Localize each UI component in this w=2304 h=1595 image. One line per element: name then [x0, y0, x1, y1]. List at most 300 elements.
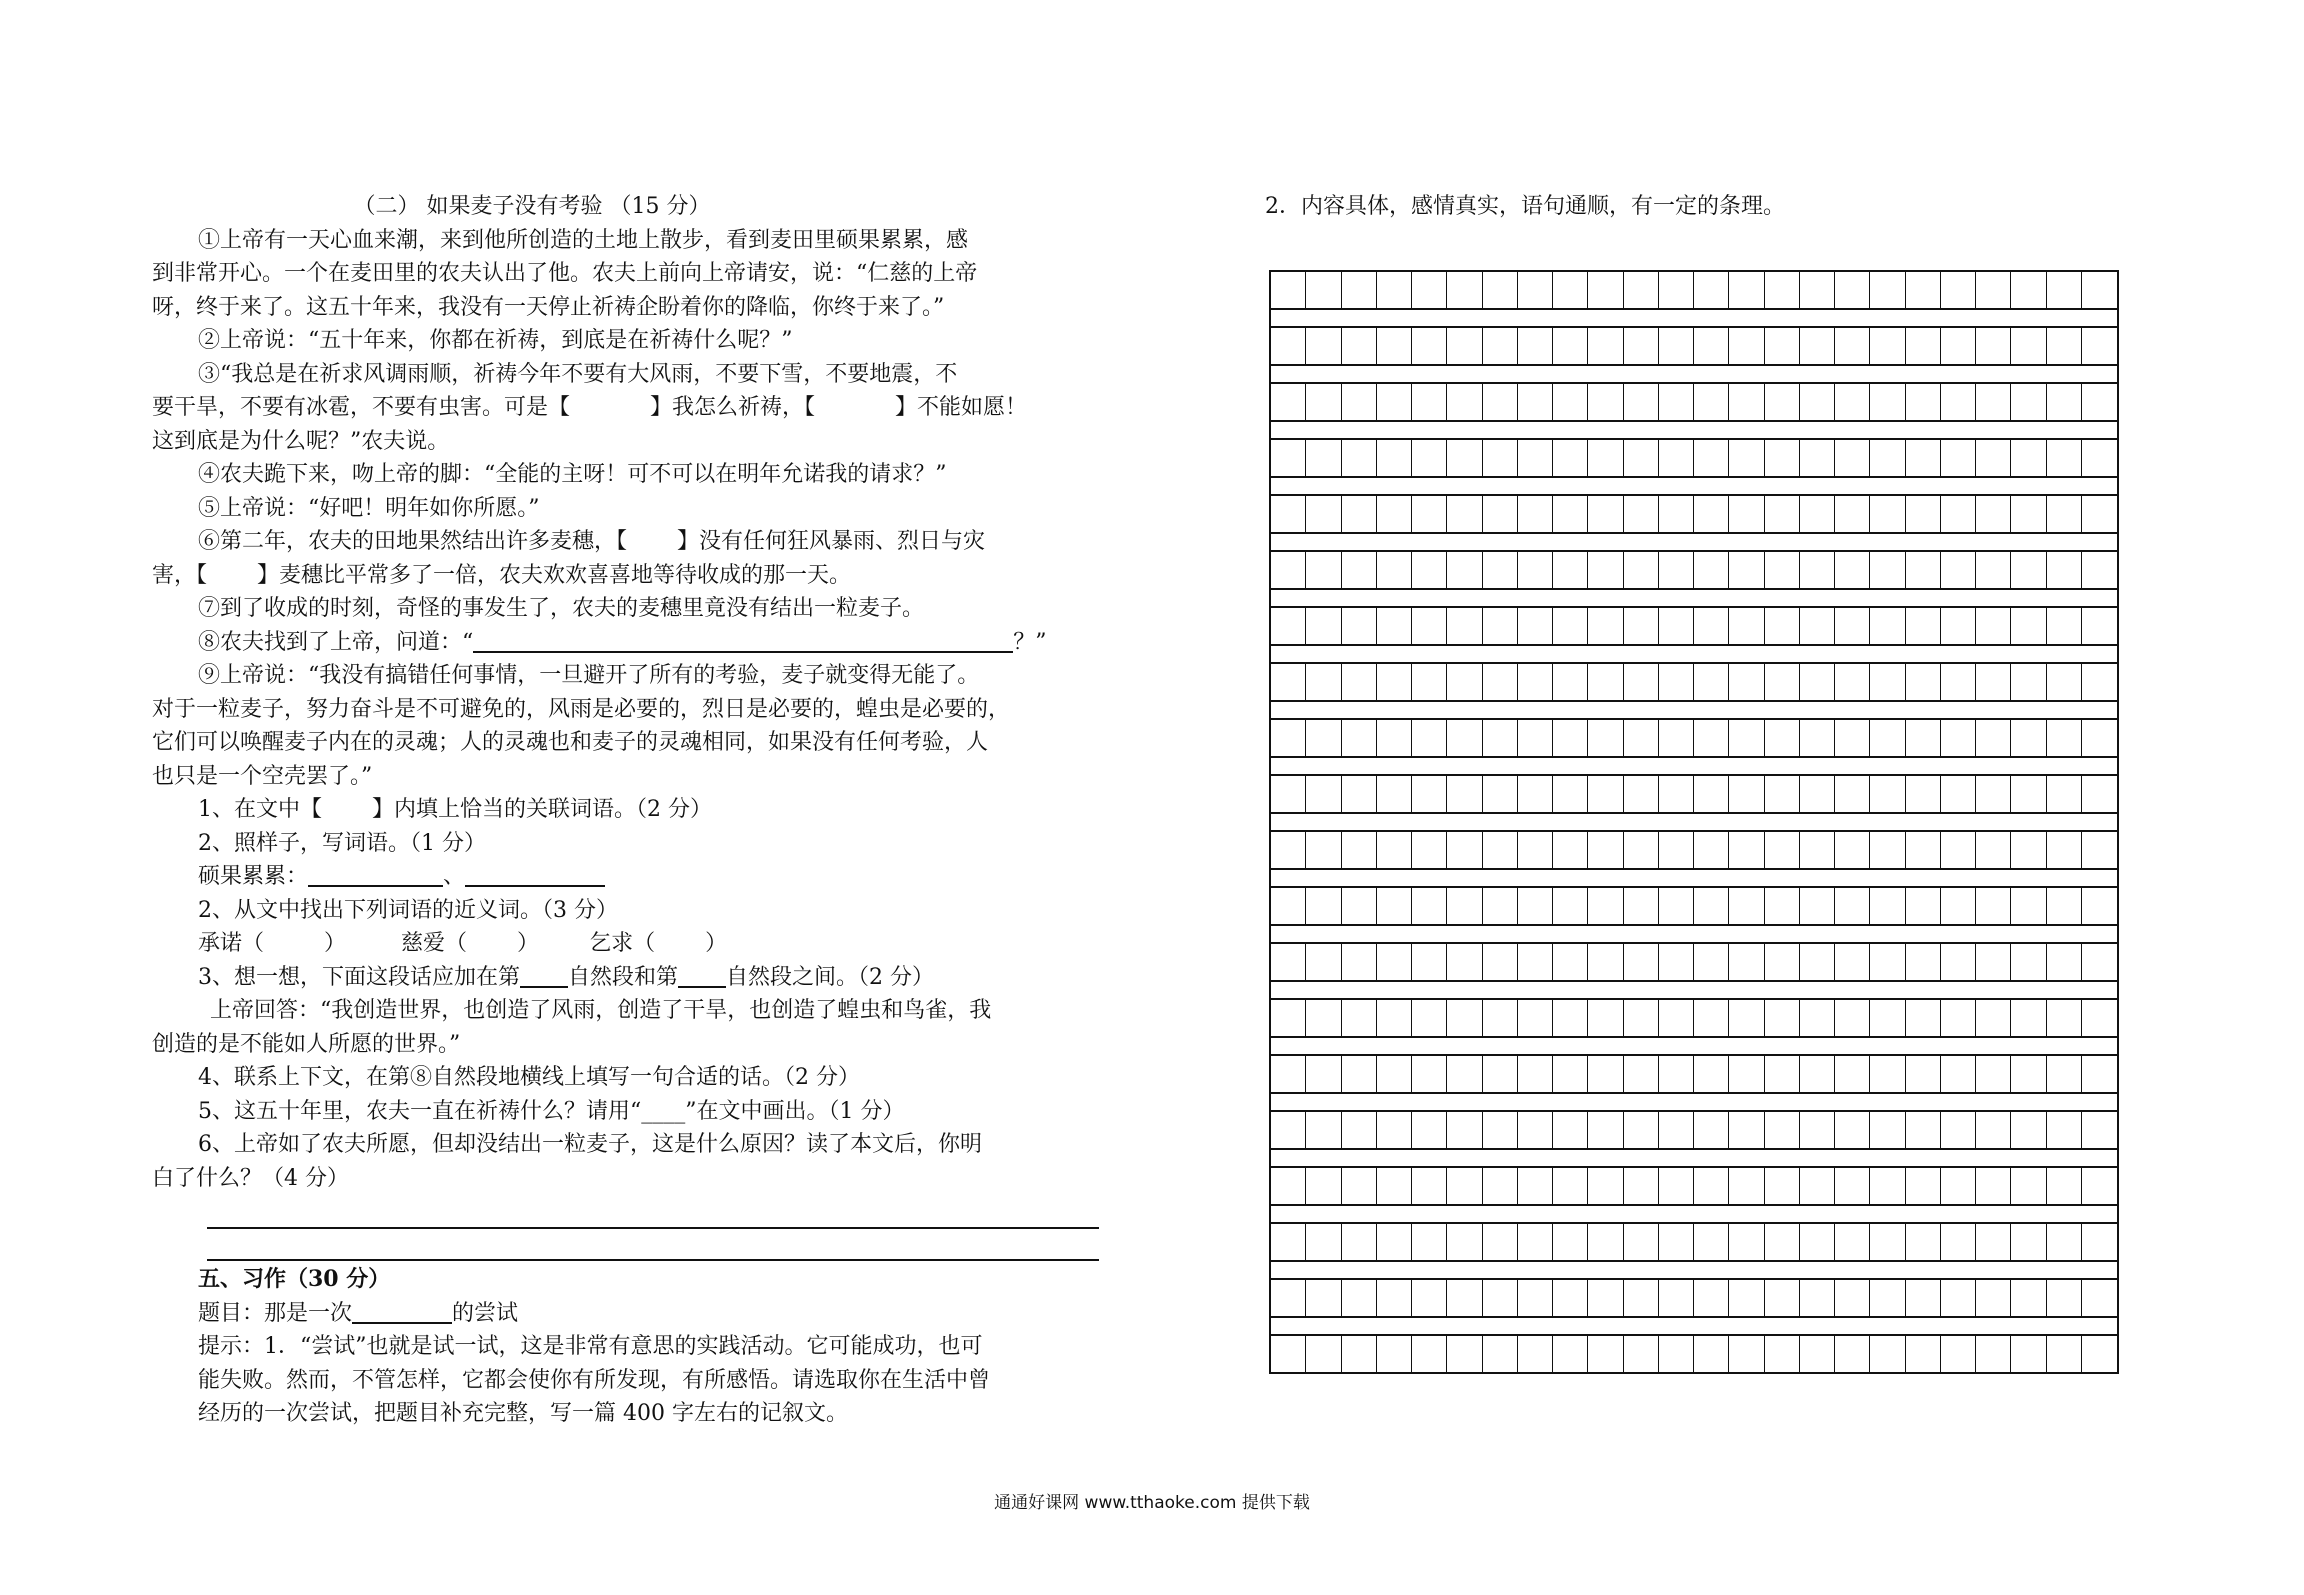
grid-cell[interactable]: [1518, 1168, 1553, 1204]
grid-cell[interactable]: [1800, 1168, 1835, 1204]
grid-cell[interactable]: [1870, 720, 1905, 756]
grid-cell[interactable]: [1870, 1224, 1905, 1260]
grid-cell[interactable]: [2047, 944, 2082, 980]
grid-cell[interactable]: [1447, 1056, 1482, 1092]
grid-cell[interactable]: [1659, 664, 1694, 700]
grid-cell[interactable]: [1624, 888, 1659, 924]
grid-cell[interactable]: [1800, 1000, 1835, 1036]
grid-cell[interactable]: [1659, 1112, 1694, 1148]
grid-cell[interactable]: [1588, 1280, 1623, 1316]
grid-cell[interactable]: [1447, 440, 1482, 476]
grid-cell[interactable]: [1553, 496, 1588, 532]
grid-cell[interactable]: [1765, 440, 1800, 476]
grid-cell[interactable]: [1976, 496, 2011, 532]
grid-cell[interactable]: [1553, 664, 1588, 700]
grid-cell[interactable]: [1483, 1056, 1518, 1092]
grid-cell[interactable]: [1306, 1224, 1341, 1260]
grid-cell[interactable]: [1518, 1000, 1553, 1036]
grid-cell[interactable]: [1729, 1000, 1764, 1036]
grid-cell[interactable]: [1870, 440, 1905, 476]
grid-cell[interactable]: [1976, 440, 2011, 476]
grid-cell[interactable]: [1729, 888, 1764, 924]
grid-cell[interactable]: [1483, 1168, 1518, 1204]
grid-cell[interactable]: [2011, 832, 2046, 868]
grid-cell[interactable]: [2082, 272, 2117, 308]
grid-cell[interactable]: [1800, 888, 1835, 924]
grid-cell[interactable]: [1518, 384, 1553, 420]
grid-cell[interactable]: [1588, 440, 1623, 476]
grid-cell[interactable]: [1342, 1112, 1377, 1148]
grid-cell[interactable]: [2011, 944, 2046, 980]
grid-cell[interactable]: [2082, 1336, 2117, 1372]
grid-cell[interactable]: [1518, 944, 1553, 980]
grid-cell[interactable]: [1976, 832, 2011, 868]
grid-cell[interactable]: [1624, 944, 1659, 980]
grid-cell[interactable]: [2047, 552, 2082, 588]
grid-cell[interactable]: [1729, 608, 1764, 644]
grid-cell[interactable]: [1447, 384, 1482, 420]
grid-cell[interactable]: [1870, 776, 1905, 812]
grid-cell[interactable]: [2082, 440, 2117, 476]
grid-cell[interactable]: [1800, 1056, 1835, 1092]
grid-cell[interactable]: [1271, 944, 1306, 980]
grid-cell[interactable]: [1906, 720, 1941, 756]
grid-cell[interactable]: [2082, 328, 2117, 364]
grid-cell[interactable]: [2082, 1280, 2117, 1316]
grid-cell[interactable]: [1342, 832, 1377, 868]
grid-cell[interactable]: [1835, 1168, 1870, 1204]
grid-cell[interactable]: [1694, 720, 1729, 756]
grid-cell[interactable]: [2011, 1280, 2046, 1316]
grid-cell[interactable]: [1377, 1168, 1412, 1204]
grid-cell[interactable]: [2011, 608, 2046, 644]
grid-cell[interactable]: [1694, 776, 1729, 812]
grid-cell[interactable]: [1941, 1056, 1976, 1092]
grid-cell[interactable]: [1624, 832, 1659, 868]
grid-cell[interactable]: [1870, 384, 1905, 420]
grid-cell[interactable]: [1765, 1168, 1800, 1204]
grid-cell[interactable]: [1941, 776, 1976, 812]
grid-cell[interactable]: [1870, 1280, 1905, 1316]
grid-cell[interactable]: [1447, 272, 1482, 308]
grid-cell[interactable]: [1624, 1280, 1659, 1316]
grid-cell[interactable]: [1377, 888, 1412, 924]
grid-cell[interactable]: [1447, 832, 1482, 868]
grid-cell[interactable]: [2082, 496, 2117, 532]
grid-cell[interactable]: [1800, 1280, 1835, 1316]
grid-cell[interactable]: [1694, 888, 1729, 924]
grid-cell[interactable]: [1377, 608, 1412, 644]
grid-cell[interactable]: [1271, 1056, 1306, 1092]
grid-cell[interactable]: [1624, 384, 1659, 420]
grid-cell[interactable]: [2011, 1112, 2046, 1148]
answer-blank-p8[interactable]: [473, 629, 1013, 653]
grid-cell[interactable]: [1800, 776, 1835, 812]
grid-cell[interactable]: [1271, 832, 1306, 868]
grid-cell[interactable]: [1588, 1168, 1623, 1204]
writing-topic-blank[interactable]: [352, 1300, 452, 1324]
grid-cell[interactable]: [1342, 552, 1377, 588]
grid-cell[interactable]: [1306, 1000, 1341, 1036]
grid-cell[interactable]: [1483, 888, 1518, 924]
grid-cell[interactable]: [1342, 1280, 1377, 1316]
grid-cell[interactable]: [1624, 1168, 1659, 1204]
grid-cell[interactable]: [1553, 1280, 1588, 1316]
grid-cell[interactable]: [1835, 832, 1870, 868]
grid-cell[interactable]: [1870, 608, 1905, 644]
grid-cell[interactable]: [1941, 1280, 1976, 1316]
grid-cell[interactable]: [2047, 1056, 2082, 1092]
grid-cell[interactable]: [1870, 1056, 1905, 1092]
grid-cell[interactable]: [1342, 608, 1377, 644]
grid-cell[interactable]: [1624, 1056, 1659, 1092]
grid-cell[interactable]: [1412, 496, 1447, 532]
grid-cell[interactable]: [1659, 776, 1694, 812]
grid-cell[interactable]: [1694, 664, 1729, 700]
grid-cell[interactable]: [1694, 384, 1729, 420]
grid-cell[interactable]: [1483, 1280, 1518, 1316]
grid-cell[interactable]: [2082, 384, 2117, 420]
grid-cell[interactable]: [1412, 1336, 1447, 1372]
grid-cell[interactable]: [1765, 496, 1800, 532]
grid-cell[interactable]: [1342, 664, 1377, 700]
grid-cell[interactable]: [2082, 1112, 2117, 1148]
grid-cell[interactable]: [1765, 944, 1800, 980]
grid-cell[interactable]: [1483, 440, 1518, 476]
grid-cell[interactable]: [1976, 1000, 2011, 1036]
grid-cell[interactable]: [1447, 888, 1482, 924]
grid-cell[interactable]: [1483, 552, 1518, 588]
grid-cell[interactable]: [1553, 1224, 1588, 1260]
grid-cell[interactable]: [1271, 888, 1306, 924]
grid-cell[interactable]: [1800, 552, 1835, 588]
grid-cell[interactable]: [1906, 552, 1941, 588]
grid-cell[interactable]: [2082, 776, 2117, 812]
grid-cell[interactable]: [1729, 664, 1764, 700]
grid-cell[interactable]: [1342, 272, 1377, 308]
grid-cell[interactable]: [1483, 328, 1518, 364]
grid-cell[interactable]: [1659, 440, 1694, 476]
grid-cell[interactable]: [1377, 664, 1412, 700]
grid-cell[interactable]: [1518, 1280, 1553, 1316]
grid-cell[interactable]: [1976, 720, 2011, 756]
grid-cell[interactable]: [1377, 1000, 1412, 1036]
grid-cell[interactable]: [1412, 272, 1447, 308]
grid-cell[interactable]: [1835, 1056, 1870, 1092]
grid-cell[interactable]: [1271, 720, 1306, 756]
grid-cell[interactable]: [1729, 328, 1764, 364]
grid-cell[interactable]: [1412, 720, 1447, 756]
grid-cell[interactable]: [1377, 384, 1412, 420]
grid-cell[interactable]: [1518, 1056, 1553, 1092]
grid-cell[interactable]: [1976, 328, 2011, 364]
grid-cell[interactable]: [1306, 608, 1341, 644]
grid-cell[interactable]: [2047, 832, 2082, 868]
grid-cell[interactable]: [1342, 1000, 1377, 1036]
grid-cell[interactable]: [1659, 608, 1694, 644]
grid-cell[interactable]: [1870, 1168, 1905, 1204]
grid-cell[interactable]: [2082, 944, 2117, 980]
grid-cell[interactable]: [1624, 1000, 1659, 1036]
grid-cell[interactable]: [1377, 832, 1412, 868]
grid-cell[interactable]: [1835, 1280, 1870, 1316]
grid-cell[interactable]: [1306, 776, 1341, 812]
grid-cell[interactable]: [2047, 1000, 2082, 1036]
grid-cell[interactable]: [1518, 440, 1553, 476]
grid-cell[interactable]: [2011, 720, 2046, 756]
answer-line-2[interactable]: [207, 1229, 1099, 1261]
grid-cell[interactable]: [1342, 440, 1377, 476]
grid-cell[interactable]: [1271, 328, 1306, 364]
grid-cell[interactable]: [1729, 440, 1764, 476]
grid-cell[interactable]: [2082, 888, 2117, 924]
grid-cell[interactable]: [1342, 944, 1377, 980]
grid-cell[interactable]: [1870, 272, 1905, 308]
grid-cell[interactable]: [2047, 1168, 2082, 1204]
grid-cell[interactable]: [1377, 776, 1412, 812]
grid-cell[interactable]: [1447, 1168, 1482, 1204]
grid-cell[interactable]: [1729, 1280, 1764, 1316]
grid-cell[interactable]: [1659, 384, 1694, 420]
grid-cell[interactable]: [1271, 776, 1306, 812]
grid-cell[interactable]: [1800, 328, 1835, 364]
grid-cell[interactable]: [1588, 608, 1623, 644]
grid-cell[interactable]: [1941, 1224, 1976, 1260]
grid-cell[interactable]: [1447, 776, 1482, 812]
grid-cell[interactable]: [1835, 1224, 1870, 1260]
grid-cell[interactable]: [1906, 272, 1941, 308]
grid-cell[interactable]: [1412, 776, 1447, 812]
grid-cell[interactable]: [2047, 664, 2082, 700]
grid-cell[interactable]: [1976, 1168, 2011, 1204]
q4-blank-2[interactable]: [678, 964, 726, 988]
grid-cell[interactable]: [1553, 272, 1588, 308]
grid-cell[interactable]: [1306, 1280, 1341, 1316]
grid-cell[interactable]: [2011, 1056, 2046, 1092]
grid-cell[interactable]: [1906, 1280, 1941, 1316]
grid-cell[interactable]: [1729, 720, 1764, 756]
grid-cell[interactable]: [1800, 496, 1835, 532]
grid-cell[interactable]: [1835, 1112, 1870, 1148]
grid-cell[interactable]: [1835, 776, 1870, 812]
grid-cell[interactable]: [1483, 384, 1518, 420]
grid-cell[interactable]: [1729, 776, 1764, 812]
grid-cell[interactable]: [1729, 1168, 1764, 1204]
grid-cell[interactable]: [1694, 1000, 1729, 1036]
grid-cell[interactable]: [1412, 1168, 1447, 1204]
grid-cell[interactable]: [1765, 1224, 1800, 1260]
grid-cell[interactable]: [1729, 272, 1764, 308]
grid-cell[interactable]: [1553, 1336, 1588, 1372]
grid-cell[interactable]: [2011, 1224, 2046, 1260]
grid-cell[interactable]: [1518, 776, 1553, 812]
grid-cell[interactable]: [1412, 608, 1447, 644]
grid-cell[interactable]: [1870, 1336, 1905, 1372]
grid-cell[interactable]: [1976, 384, 2011, 420]
grid-cell[interactable]: [1694, 552, 1729, 588]
grid-cell[interactable]: [1765, 776, 1800, 812]
grid-cell[interactable]: [1483, 1112, 1518, 1148]
grid-cell[interactable]: [1553, 888, 1588, 924]
grid-cell[interactable]: [1941, 944, 1976, 980]
grid-cell[interactable]: [1483, 720, 1518, 756]
grid-cell[interactable]: [2082, 1224, 2117, 1260]
grid-cell[interactable]: [1588, 1112, 1623, 1148]
grid-cell[interactable]: [1306, 1056, 1341, 1092]
grid-cell[interactable]: [1870, 328, 1905, 364]
grid-cell[interactable]: [1271, 496, 1306, 532]
grid-cell[interactable]: [1659, 272, 1694, 308]
grid-cell[interactable]: [1976, 552, 2011, 588]
grid-cell[interactable]: [1659, 832, 1694, 868]
grid-cell[interactable]: [1870, 496, 1905, 532]
grid-cell[interactable]: [1906, 1056, 1941, 1092]
grid-cell[interactable]: [2011, 1336, 2046, 1372]
grid-cell[interactable]: [1870, 552, 1905, 588]
grid-cell[interactable]: [1306, 832, 1341, 868]
grid-cell[interactable]: [1483, 272, 1518, 308]
grid-cell[interactable]: [2047, 1336, 2082, 1372]
grid-cell[interactable]: [1447, 720, 1482, 756]
grid-cell[interactable]: [2011, 496, 2046, 532]
grid-cell[interactable]: [1483, 664, 1518, 700]
grid-cell[interactable]: [1729, 496, 1764, 532]
grid-cell[interactable]: [1306, 720, 1341, 756]
grid-cell[interactable]: [1941, 272, 1976, 308]
grid-cell[interactable]: [1553, 1112, 1588, 1148]
grid-cell[interactable]: [1447, 664, 1482, 700]
grid-cell[interactable]: [1624, 1336, 1659, 1372]
grid-cell[interactable]: [1694, 832, 1729, 868]
grid-cell[interactable]: [1906, 608, 1941, 644]
grid-cell[interactable]: [1624, 272, 1659, 308]
q2-blank-1[interactable]: [308, 863, 443, 887]
grid-cell[interactable]: [1694, 944, 1729, 980]
grid-cell[interactable]: [1976, 664, 2011, 700]
grid-cell[interactable]: [1518, 1224, 1553, 1260]
grid-cell[interactable]: [1976, 1280, 2011, 1316]
grid-cell[interactable]: [1588, 552, 1623, 588]
grid-cell[interactable]: [1412, 440, 1447, 476]
grid-cell[interactable]: [1342, 496, 1377, 532]
grid-cell[interactable]: [1412, 1280, 1447, 1316]
grid-cell[interactable]: [1588, 776, 1623, 812]
grid-cell[interactable]: [1447, 1336, 1482, 1372]
grid-cell[interactable]: [1765, 272, 1800, 308]
grid-cell[interactable]: [1694, 1112, 1729, 1148]
grid-cell[interactable]: [1553, 328, 1588, 364]
grid-cell[interactable]: [1588, 1336, 1623, 1372]
grid-cell[interactable]: [1906, 888, 1941, 924]
grid-cell[interactable]: [1765, 664, 1800, 700]
grid-cell[interactable]: [1765, 1000, 1800, 1036]
grid-cell[interactable]: [1976, 608, 2011, 644]
q4-blank-1[interactable]: [520, 964, 568, 988]
grid-cell[interactable]: [1483, 608, 1518, 644]
grid-cell[interactable]: [2082, 1000, 2117, 1036]
grid-cell[interactable]: [1729, 1112, 1764, 1148]
grid-cell[interactable]: [1553, 384, 1588, 420]
grid-cell[interactable]: [1624, 552, 1659, 588]
grid-cell[interactable]: [1271, 608, 1306, 644]
grid-cell[interactable]: [1800, 720, 1835, 756]
grid-cell[interactable]: [1906, 944, 1941, 980]
grid-cell[interactable]: [1624, 496, 1659, 532]
grid-cell[interactable]: [1906, 776, 1941, 812]
grid-cell[interactable]: [1342, 1336, 1377, 1372]
grid-cell[interactable]: [1906, 328, 1941, 364]
grid-cell[interactable]: [1835, 552, 1870, 588]
grid-cell[interactable]: [2047, 888, 2082, 924]
grid-cell[interactable]: [1271, 384, 1306, 420]
grid-cell[interactable]: [1588, 328, 1623, 364]
grid-cell[interactable]: [1306, 1168, 1341, 1204]
grid-cell[interactable]: [1342, 328, 1377, 364]
grid-cell[interactable]: [1447, 1000, 1482, 1036]
grid-cell[interactable]: [1518, 608, 1553, 644]
grid-cell[interactable]: [1870, 888, 1905, 924]
grid-cell[interactable]: [1659, 888, 1694, 924]
grid-cell[interactable]: [1624, 664, 1659, 700]
grid-cell[interactable]: [1835, 664, 1870, 700]
grid-cell[interactable]: [1835, 1336, 1870, 1372]
grid-cell[interactable]: [1906, 832, 1941, 868]
grid-cell[interactable]: [1588, 1056, 1623, 1092]
grid-cell[interactable]: [1694, 1168, 1729, 1204]
grid-cell[interactable]: [1588, 1224, 1623, 1260]
grid-cell[interactable]: [1271, 440, 1306, 476]
grid-cell[interactable]: [1906, 1168, 1941, 1204]
grid-cell[interactable]: [1941, 832, 1976, 868]
grid-cell[interactable]: [1377, 1336, 1412, 1372]
grid-cell[interactable]: [1659, 496, 1694, 532]
grid-cell[interactable]: [1835, 720, 1870, 756]
grid-cell[interactable]: [1659, 720, 1694, 756]
grid-cell[interactable]: [1765, 384, 1800, 420]
grid-cell[interactable]: [1518, 888, 1553, 924]
grid-cell[interactable]: [1800, 1224, 1835, 1260]
grid-cell[interactable]: [2047, 384, 2082, 420]
grid-cell[interactable]: [1377, 496, 1412, 532]
grid-cell[interactable]: [1553, 608, 1588, 644]
grid-cell[interactable]: [1483, 1000, 1518, 1036]
grid-cell[interactable]: [2011, 1000, 2046, 1036]
grid-cell[interactable]: [1906, 440, 1941, 476]
grid-cell[interactable]: [1624, 440, 1659, 476]
grid-cell[interactable]: [1624, 1112, 1659, 1148]
grid-cell[interactable]: [1906, 1224, 1941, 1260]
grid-cell[interactable]: [1694, 1336, 1729, 1372]
grid-cell[interactable]: [1553, 720, 1588, 756]
grid-cell[interactable]: [1765, 720, 1800, 756]
grid-cell[interactable]: [1835, 944, 1870, 980]
grid-cell[interactable]: [2082, 1168, 2117, 1204]
grid-cell[interactable]: [1800, 832, 1835, 868]
grid-cell[interactable]: [1553, 776, 1588, 812]
grid-cell[interactable]: [1800, 1336, 1835, 1372]
grid-cell[interactable]: [1483, 496, 1518, 532]
grid-cell[interactable]: [1447, 328, 1482, 364]
grid-cell[interactable]: [1271, 552, 1306, 588]
grid-cell[interactable]: [2082, 832, 2117, 868]
grid-cell[interactable]: [1447, 608, 1482, 644]
grid-cell[interactable]: [1765, 552, 1800, 588]
grid-cell[interactable]: [1765, 888, 1800, 924]
grid-cell[interactable]: [1659, 1056, 1694, 1092]
grid-cell[interactable]: [1342, 776, 1377, 812]
grid-cell[interactable]: [1906, 384, 1941, 420]
grid-cell[interactable]: [1306, 552, 1341, 588]
